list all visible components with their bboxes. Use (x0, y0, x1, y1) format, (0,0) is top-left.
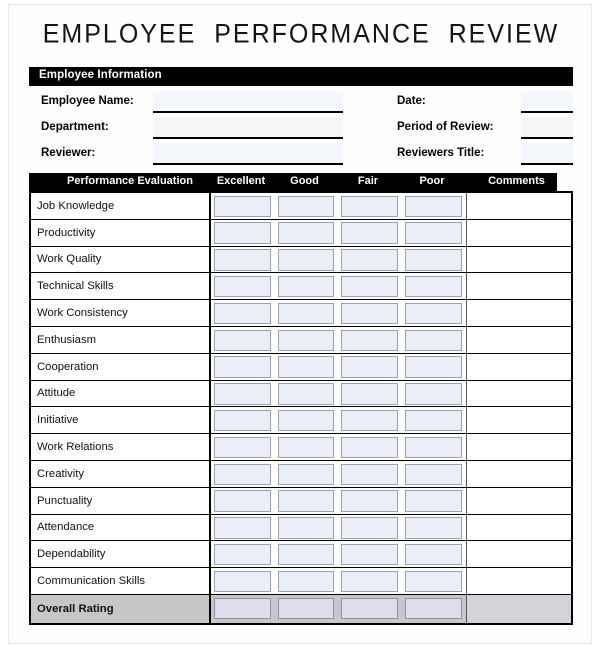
rating-checkbox-poor[interactable] (405, 196, 462, 218)
rating-checkbox-excellent[interactable] (214, 410, 271, 432)
field-label: Reviewers Title: (397, 147, 485, 159)
field-label: Employee Name: (41, 95, 134, 107)
criterion-cell (31, 247, 211, 273)
criterion-label: Job Knowledge (37, 199, 115, 212)
rating-checkbox-good[interactable] (278, 222, 334, 244)
performance-evaluation-table (29, 173, 573, 625)
rating-checkbox-poor[interactable] (405, 276, 462, 298)
field-label: Department: (41, 121, 109, 133)
comment-cell[interactable] (466, 300, 571, 326)
comment-cell[interactable] (466, 247, 571, 273)
criterion-cell (31, 568, 211, 594)
rating-checkbox-poor[interactable] (405, 383, 462, 405)
criterion-label: Technical Skills (37, 280, 114, 293)
table-row (31, 327, 571, 354)
rating-checkbox-fair[interactable] (341, 383, 398, 405)
rating-checkbox-excellent[interactable] (214, 356, 271, 378)
rating-checkbox-fair[interactable] (341, 437, 398, 459)
field-label: Period of Review: (397, 121, 494, 133)
criterion-cell (31, 595, 211, 623)
table-row (31, 488, 571, 515)
rating-checkbox-poor[interactable] (405, 490, 462, 512)
rating-checkbox-good[interactable] (278, 276, 334, 298)
comment-cell[interactable] (466, 327, 571, 353)
rating-checkbox-fair[interactable] (341, 464, 398, 486)
rating-checkbox-poor[interactable] (405, 303, 462, 325)
criterion-cell (31, 407, 211, 433)
employee-information-label: Employee Information (39, 69, 162, 81)
rating-checkbox-good[interactable] (278, 490, 334, 512)
table-row (31, 354, 571, 381)
criterion-cell (31, 354, 211, 380)
rating-checkbox-fair[interactable] (341, 330, 398, 352)
comment-cell[interactable] (466, 381, 571, 407)
rating-checkbox-excellent[interactable] (214, 437, 271, 459)
criterion-label: Productivity (37, 226, 96, 239)
rating-checkbox-poor[interactable] (405, 249, 462, 271)
column-header-fair: Fair (357, 175, 379, 187)
criterion-label: Dependability (37, 548, 106, 561)
rating-checkbox-excellent[interactable] (214, 303, 271, 325)
rating-checkbox-excellent[interactable] (214, 517, 271, 539)
criterion-cell (31, 381, 211, 407)
rating-checkbox-fair[interactable] (341, 517, 398, 539)
rating-checkbox-fair[interactable] (341, 598, 398, 620)
field-label: Date: (397, 95, 426, 107)
rating-checkbox-excellent[interactable] (214, 196, 271, 218)
column-header-poor: Poor (419, 175, 445, 187)
rating-checkbox-good[interactable] (278, 517, 334, 539)
field-input[interactable] (521, 143, 573, 165)
rating-checkbox-excellent[interactable] (214, 571, 271, 593)
info-field-row (29, 117, 573, 143)
rating-checkbox-excellent[interactable] (214, 464, 271, 486)
rating-checkbox-good[interactable] (278, 356, 334, 378)
comment-cell[interactable] (466, 488, 571, 514)
criterion-label: Initiative (37, 414, 79, 427)
table-row (31, 407, 571, 434)
field-input[interactable] (153, 117, 343, 139)
table-row (31, 515, 571, 542)
table-body (29, 191, 573, 625)
rating-checkbox-poor[interactable] (405, 544, 462, 566)
field-input[interactable] (153, 91, 343, 113)
criterion-label: Work Consistency (37, 307, 128, 320)
criterion-cell (31, 461, 211, 487)
comment-cell[interactable] (466, 595, 571, 623)
criterion-label: Work Quality (37, 253, 102, 266)
criterion-cell (31, 541, 211, 567)
comment-cell[interactable] (466, 434, 571, 460)
rating-checkbox-good[interactable] (278, 196, 334, 218)
comment-cell[interactable] (466, 193, 571, 219)
column-header-good: Good (290, 175, 319, 187)
rating-checkbox-excellent[interactable] (214, 330, 271, 352)
comment-cell[interactable] (466, 273, 571, 299)
rating-checkbox-good[interactable] (278, 410, 334, 432)
rating-checkbox-good[interactable] (278, 303, 334, 325)
table-row (31, 568, 571, 595)
column-header-criterion: Performance Evaluation (67, 175, 193, 187)
rating-checkbox-good[interactable] (278, 598, 334, 620)
rating-checkbox-excellent[interactable] (214, 544, 271, 566)
rating-checkbox-poor[interactable] (405, 410, 462, 432)
info-field-row (29, 143, 573, 169)
criterion-cell (31, 327, 211, 353)
criterion-label: Creativity (37, 467, 85, 480)
criterion-cell (31, 220, 211, 246)
comment-cell[interactable] (466, 354, 571, 380)
rating-checkbox-good[interactable] (278, 544, 334, 566)
rating-checkbox-poor[interactable] (405, 517, 462, 539)
rating-checkbox-poor[interactable] (405, 598, 462, 620)
rating-checkbox-good[interactable] (278, 437, 334, 459)
criterion-cell (31, 300, 211, 326)
rating-checkbox-poor[interactable] (405, 464, 462, 486)
table-row (31, 300, 571, 327)
field-label: Reviewer: (41, 147, 96, 159)
comment-cell[interactable] (466, 407, 571, 433)
criterion-label: Work Relations (37, 441, 114, 454)
column-header-excellent: Excellent (216, 175, 266, 187)
criterion-cell (31, 515, 211, 541)
rating-checkbox-excellent[interactable] (214, 383, 271, 405)
rating-checkbox-excellent[interactable] (214, 490, 271, 512)
rating-checkbox-fair[interactable] (341, 303, 398, 325)
criterion-cell (31, 193, 211, 219)
column-header-comments: Comments (488, 175, 545, 187)
rating-checkbox-poor[interactable] (405, 437, 462, 459)
rating-checkbox-fair[interactable] (341, 222, 398, 244)
table-row (31, 247, 571, 274)
rating-checkbox-poor[interactable] (405, 571, 462, 593)
rating-checkbox-good[interactable] (278, 571, 334, 593)
rating-checkbox-fair[interactable] (341, 410, 398, 432)
rating-checkbox-fair[interactable] (341, 249, 398, 271)
rating-checkbox-excellent[interactable] (214, 222, 271, 244)
rating-checkbox-excellent[interactable] (214, 276, 271, 298)
comment-cell[interactable] (466, 568, 571, 594)
employee-information-fields (29, 91, 573, 171)
rating-checkbox-fair[interactable] (341, 490, 398, 512)
rating-checkbox-poor[interactable] (405, 222, 462, 244)
table-row (31, 381, 571, 408)
rating-checkbox-excellent[interactable] (214, 598, 271, 620)
info-field-row (29, 91, 573, 117)
rating-checkbox-fair[interactable] (341, 544, 398, 566)
rating-checkbox-good[interactable] (278, 249, 334, 271)
table-row (31, 273, 571, 300)
rating-checkbox-good[interactable] (278, 383, 334, 405)
table-row (31, 541, 571, 568)
criterion-cell (31, 273, 211, 299)
table-row (31, 461, 571, 488)
comment-cell[interactable] (466, 461, 571, 487)
comment-cell[interactable] (466, 541, 571, 567)
criterion-label: Overall Rating (37, 602, 114, 615)
rating-checkbox-good[interactable] (278, 330, 334, 352)
table-row (31, 220, 571, 247)
form-page (8, 4, 592, 644)
page-title: EMPLOYEE PERFORMANCE REVIEW (42, 19, 560, 49)
criterion-label: Attitude (37, 387, 76, 400)
criterion-cell (31, 434, 211, 460)
comment-cell[interactable] (466, 515, 571, 541)
field-input[interactable] (521, 91, 573, 113)
overall-rating-row (31, 595, 571, 623)
table-header-row (29, 173, 557, 191)
criterion-label: Enthusiasm (37, 333, 97, 346)
criterion-label: Cooperation (37, 360, 99, 373)
rating-checkbox-excellent[interactable] (214, 249, 271, 271)
rating-checkbox-fair[interactable] (341, 356, 398, 378)
rating-checkbox-good[interactable] (278, 464, 334, 486)
field-input[interactable] (521, 117, 573, 139)
rating-checkbox-fair[interactable] (341, 276, 398, 298)
criterion-label: Attendance (37, 521, 95, 534)
rating-checkbox-fair[interactable] (341, 196, 398, 218)
rating-checkbox-poor[interactable] (405, 356, 462, 378)
field-input[interactable] (153, 143, 343, 165)
rating-checkbox-poor[interactable] (405, 330, 462, 352)
rating-checkbox-fair[interactable] (341, 571, 398, 593)
employee-information-banner (29, 67, 573, 86)
table-row (31, 193, 571, 220)
criterion-label: Communication Skills (37, 575, 145, 588)
criterion-label: Punctuality (37, 494, 93, 507)
criterion-cell (31, 488, 211, 514)
table-row (31, 434, 571, 461)
comment-cell[interactable] (466, 220, 571, 246)
